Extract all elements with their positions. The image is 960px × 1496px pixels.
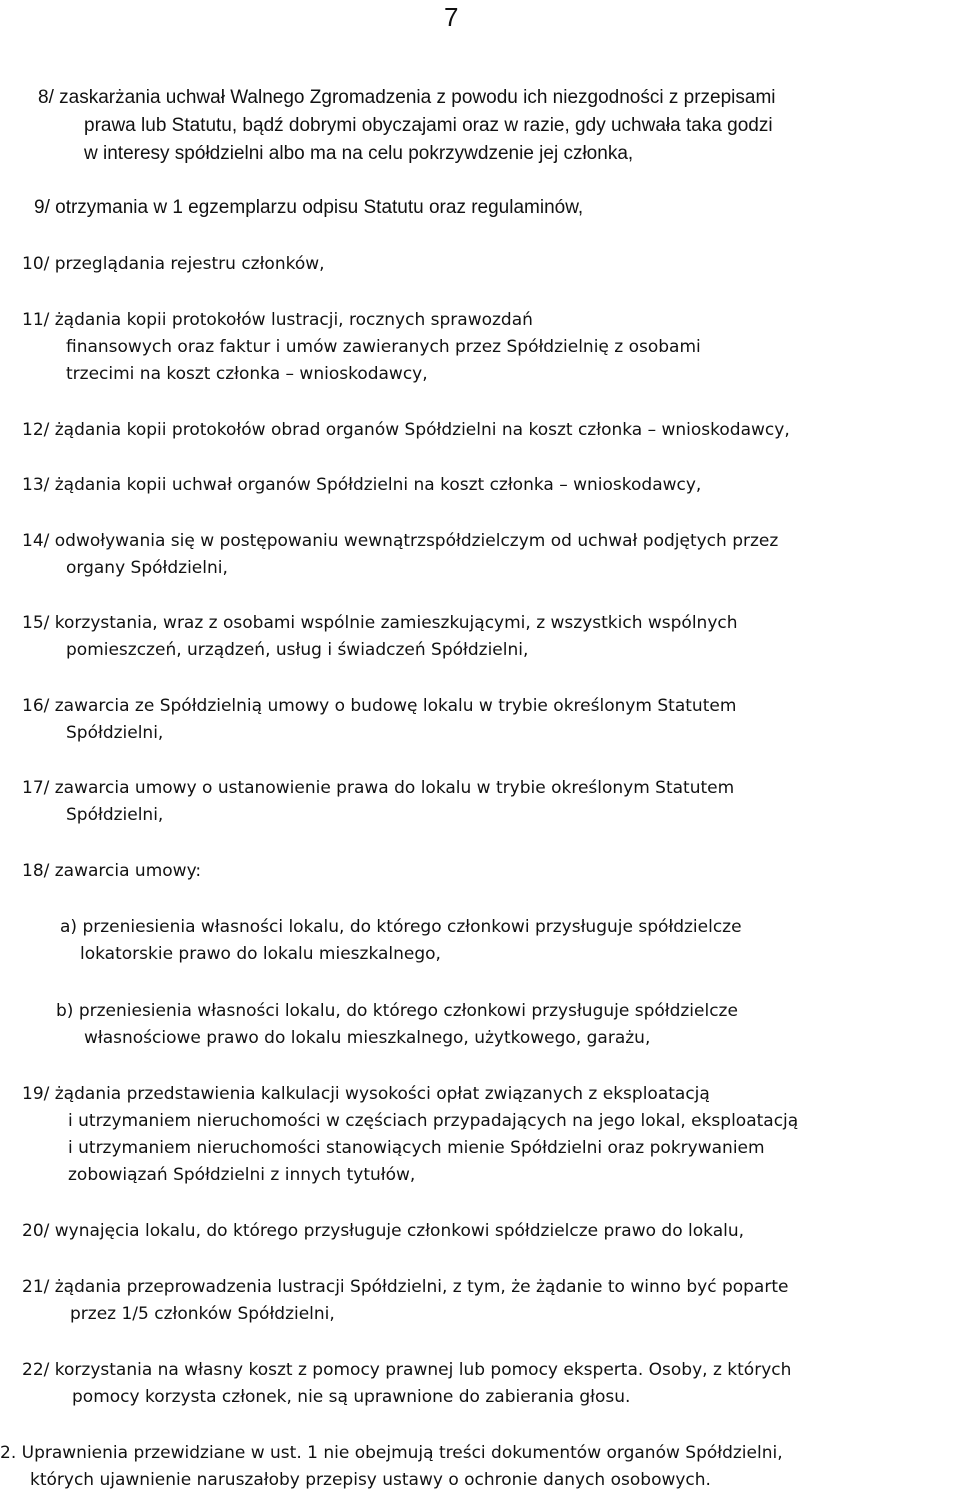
item-18b-line-1: b) przeniesienia własności lokalu, do którego członkowi przysługuje spółdzielcze [56,1001,738,1021]
section-2-line-1: 2. Uprawnienia przewidziane w ust. 1 nie obejmują treści dokumentów organów Spółdzielni, [0,1443,783,1463]
item-15-line-2: pomieszczeń, urządzeń, usług i świadczeń Spółdzielni, [66,640,529,660]
item-21-line-1: 21/ żądania przeprowadzenia lustracji Spółdzielni, z tym, że żądanie to winno być poparte [22,1277,789,1297]
item-18b-line-2: własnościowe prawo do lokalu mieszkalnego, użytkowego, garażu, [84,1028,651,1048]
section-2-line-2: których ujawnienie naruszałoby przepisy ustawy o ochronie danych osobowych. [30,1470,711,1490]
item-8-line-2: prawa lub Statutu, bądź dobrymi obyczajami oraz w razie, gdy uchwała taka godzi [84,115,773,136]
item-12-line-1: 12/ żądania kopii protokołów obrad organów Spółdzielni na koszt członka – wnioskodawcy, [22,420,790,440]
item-22-line-1: 22/ korzystania na własny koszt z pomocy prawnej lub pomocy eksperta. Osoby, z których [22,1360,792,1380]
item-10-line-1: 10/ przeglądania rejestru członków, [22,254,325,274]
item-11-line-3: trzecimi na koszt członka – wnioskodawcy, [66,364,428,384]
item-18a-line-2: lokatorskie prawo do lokalu mieszkalnego, [80,944,441,964]
item-18-line-1: 18/ zawarcia umowy: [22,861,202,881]
item-19-line-4: zobowiązań Spółdzielni z innych tytułów, [68,1165,416,1185]
item-16-line-2: Spółdzielni, [66,723,164,743]
item-13-line-1: 13/ żądania kopii uchwał organów Spółdzielni na koszt członka – wnioskodawcy, [22,475,702,495]
item-19-line-3: i utrzymaniem nieruchomości stanowiących mienie Spółdzielni oraz pokrywaniem [68,1138,765,1158]
item-22-line-2: pomocy korzysta członek, nie są uprawnione do zabierania głosu. [72,1387,631,1407]
page-number: 7 [444,2,459,32]
item-19-line-2: i utrzymaniem nieruchomości w częściach przypadających na jego lokal, eksploatacją [68,1111,799,1131]
item-9-line-1: 9/ otrzymania w 1 egzemplarzu odpisu Statutu oraz regulaminów, [34,197,584,218]
item-17-line-1: 17/ zawarcia umowy o ustanowienie prawa do lokalu w trybie określonym Statutem [22,778,735,798]
item-14-line-1: 14/ odwoływania się w postępowaniu wewnątrzspółdzielczym od uchwał podjętych przez [22,531,779,551]
item-11-line-1: 11/ żądania kopii protokołów lustracji, rocznych sprawozdań [22,310,533,330]
item-20-line-1: 20/ wynajęcia lokalu, do którego przysługuje członkowi spółdzielcze prawo do lokalu, [22,1221,745,1241]
item-8-line-1: 8/ zaskarżania uchwał Walnego Zgromadzenia z powodu ich niezgodności z przepisami [38,87,776,108]
item-16-line-1: 16/ zawarcia ze Spółdzielnią umowy o budowę lokalu w trybie określonym Statutem [22,696,737,716]
item-21-line-2: przez 1/5 członków Spółdzielni, [70,1304,335,1324]
item-19-line-1: 19/ żądania przedstawienia kalkulacji wysokości opłat związanych z eksploatacją [22,1084,710,1104]
item-15-line-1: 15/ korzystania, wraz z osobami wspólnie zamieszkującymi, z wszystkich wspólnych [22,613,738,633]
item-11-line-2: finansowych oraz faktur i umów zawieranych przez Spółdzielnię z osobami [66,337,701,357]
item-14-line-2: organy Spółdzielni, [66,558,228,578]
item-18a-line-1: a) przeniesienia własności lokalu, do którego członkowi przysługuje spółdzielcze [60,917,742,937]
item-17-line-2: Spółdzielni, [66,805,164,825]
item-8-line-3: w interesy spółdzielni albo ma na celu pokrzywdzenie jej członka, [84,143,634,164]
